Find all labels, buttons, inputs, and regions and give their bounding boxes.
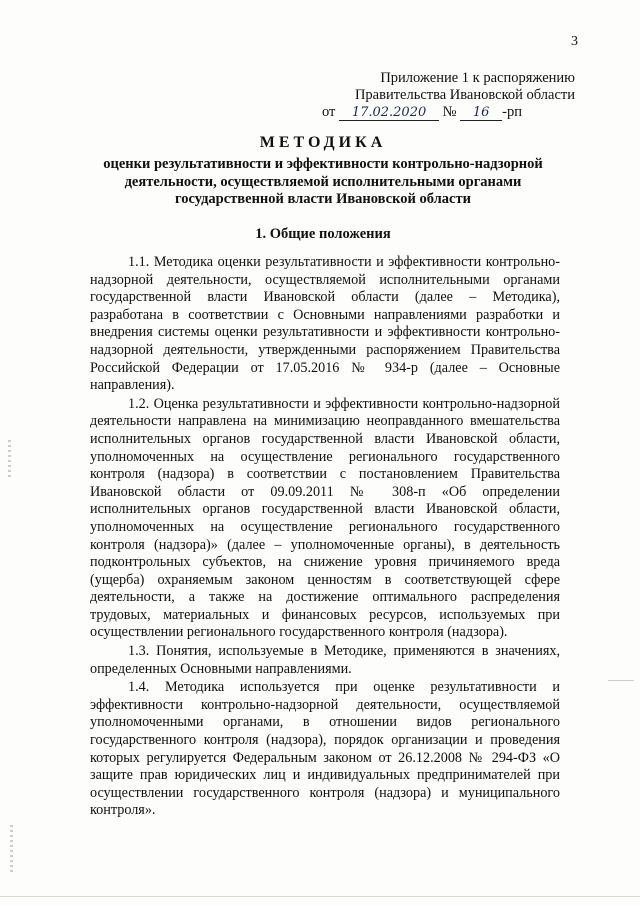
handwritten-number: 16 — [460, 105, 502, 121]
appendix-line-1: Приложение 1 к распоряжению — [380, 70, 575, 86]
paragraph-1-3: 1.3. Понятия, используемые в Методике, применяются в значениях, определенных Основными направлениями. — [90, 643, 560, 677]
title-subtitle: оценки результативности и эффективности контрольно-надзорной деятельности, осуществляемой исполнительными органами государственной власти Ивановской области — [103, 156, 543, 207]
section-heading: 1. Общие положения — [255, 226, 391, 242]
order-reference — [322, 104, 522, 121]
paragraph-1-4: 1.4. Методика используется при оценке результативности и эффективности контрольно-надзорной деятельности, осуществляемой уполномоченными органами, в отношении видов регионального государственного контроля (надзора), порядок организации и проведения которых регулируется Федеральным законом от 26.12.2008 № 294-ФЗ «О защите прав юридических лиц и индивидуальных предпринимателей при осуществлении государственного контроля (надзора) и муниципального контроля». — [90, 679, 560, 819]
scan-artifact-left-bottom — [10, 825, 13, 875]
scan-artifact-right — [608, 680, 634, 681]
paragraph-1-1: 1.1. Методика оценки результативности и эффективности контрольно-надзорной деятельности, осуществляемой исполнительными органами государственной власти Ивановской области (далее – Методика), разработана в соответствии с Основными направлениями разработки и внедрения системы оценки результативности и эффективности контрольно-надзорной деятельности, утвержденными распоряжением Правительства Российской Федерации от 17.05.2016 № 934-р (далее – Основные направления). — [90, 254, 560, 394]
from-label: от — [322, 104, 336, 120]
number-label: № — [442, 104, 457, 120]
number-suffix: -рп — [502, 104, 522, 120]
section-body — [90, 254, 560, 820]
scan-artifact-left — [8, 440, 11, 480]
appendix-header — [315, 70, 575, 104]
title-main: МЕТОДИКА — [259, 134, 387, 151]
scan-bottom-edge — [0, 896, 640, 897]
document-title — [88, 134, 558, 209]
appendix-line-2: Правительства Ивановской области — [354, 87, 575, 103]
paragraph-1-2: 1.2. Оценка результативности и эффективности контрольно-надзорной деятельности направлена на минимизацию неоправданного вмешательства исполнительных органов государственной власти Ивановской области, уполномоченных на осуществление регионального государственного контроля (надзора) в соответствии с постановлением Правительства Ивановской области от 09.09.2011 № 308-п «Об определении исполнительных органов государственной власти Ивановской области, уполномоченных на осуществление регионального государственного контроля (надзора)» (далее – уполномоченные органы), в деятельность подконтрольных субъектов, на снижение уровня причиняемого вреда (ущерба) охраняемым законом ценностям в соответствующей сфере деятельности, а также на достижение оптимального распределения трудовых, материальных и финансовых ресурсов, используемых при осуществлении регионального государственного контроля (надзора). — [90, 395, 560, 641]
handwritten-date: 17.02.2020 — [339, 105, 439, 121]
page-number: 3 — [571, 34, 578, 49]
